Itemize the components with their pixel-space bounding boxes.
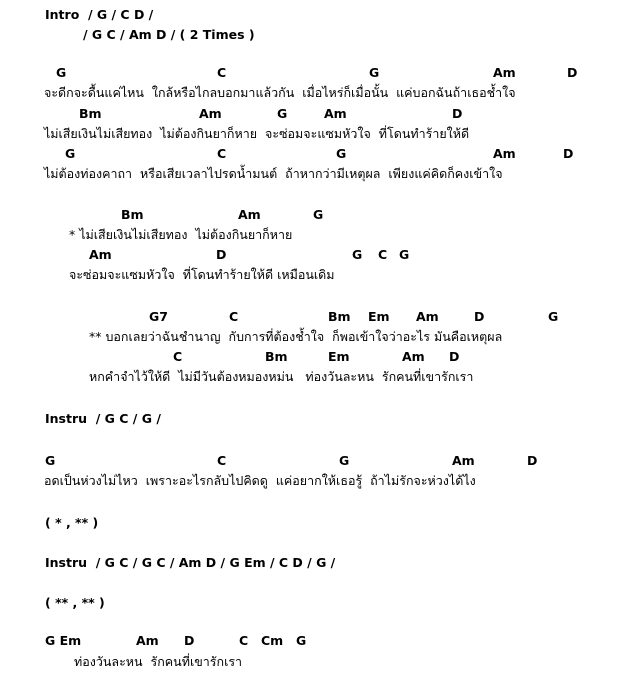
chord: G: [369, 65, 380, 80]
chord: Am: [402, 349, 425, 364]
intro-pattern: / G C / Am D / ( 2 Times ): [83, 27, 255, 42]
chord: C: [217, 146, 227, 161]
chord: C: [239, 633, 249, 648]
chord: Am: [89, 247, 112, 262]
lyric-line: หกคำจำไว้ให้ดี ไม่มีวันต้องหมองหม่น ท่องวันละหน รักคนที่เขารักเรา: [89, 369, 474, 384]
chord: Bm: [265, 349, 288, 364]
chord: Cm: [261, 633, 284, 648]
chord: G: [339, 453, 350, 468]
lyric-line: จะดีกจะดื้นแค่ไหน ใกล้หรือไกลบอกมาแล้วกัน เมื่อไหร่ก็เมื่อนั้น แค่บอกฉันถ้าเธอช้ำใจ: [44, 85, 516, 100]
chord: G Em: [45, 633, 82, 648]
chord: C: [229, 309, 239, 324]
chord: Am: [452, 453, 475, 468]
chord: Bm: [328, 309, 351, 324]
chord: G7: [149, 309, 168, 324]
chord: D: [216, 247, 227, 262]
chord: Am: [324, 106, 347, 121]
chord: Am: [238, 207, 261, 222]
chord: C: [217, 65, 227, 80]
chord: C: [173, 349, 183, 364]
chord: D: [474, 309, 485, 324]
repeat-marker: ( ** , ** ): [45, 595, 105, 610]
instrumental-line: Instru / G C / G C / Am D / G Em / C D / G /: [45, 555, 336, 570]
lyric-line: ท่องวันละหน รักคนที่เขารักเรา: [74, 654, 243, 669]
chord: G: [399, 247, 410, 262]
lyric-line: จะซ่อมจะแซมหัวใจ ที่โดนทำร้ายให้ดี เหมือนเดิม: [69, 267, 335, 282]
chord: Em: [328, 349, 350, 364]
chord: G: [45, 453, 56, 468]
repeat-marker: ( * , ** ): [45, 515, 99, 530]
chord: Am: [199, 106, 222, 121]
chord: G: [56, 65, 67, 80]
chord: Am: [493, 65, 516, 80]
chord: G: [313, 207, 324, 222]
chord: C: [378, 247, 388, 262]
lyric-line: อดเป็นห่วงไม่ไหว เพราะอะไรกลับไปคิดดู แค่อยากให้เธอรู้ ถ้าไม่รักจะห่วงได้ไง: [44, 473, 476, 488]
lyric-line: ** บอกเลยว่าฉันชำนาญ กับการที่ต้องช้ำใจ ก็พอเข้าใจว่าอะไร มันคือเหตุผล: [89, 329, 503, 344]
chord: G: [336, 146, 347, 161]
chord: G: [548, 309, 559, 324]
lyric-line: * ไม่เสียเงินไม่เสียทอง ไม่ต้องกินยาก็หาย: [69, 227, 293, 242]
lyric-line: ไม่เสียเงินไม่เสียทอง ไม่ต้องกินยาก็หาย จะซ่อมจะแซมหัวใจ ที่โดนทำร้ายให้ดี: [44, 126, 470, 141]
chord: D: [449, 349, 460, 364]
chord: D: [563, 146, 574, 161]
chord: D: [567, 65, 578, 80]
chord: Bm: [121, 207, 144, 222]
chord: D: [452, 106, 463, 121]
chord: Am: [416, 309, 439, 324]
chord: G: [352, 247, 363, 262]
chord: Em: [368, 309, 390, 324]
chord: Bm: [79, 106, 102, 121]
chord: Am: [136, 633, 159, 648]
chord: G: [296, 633, 307, 648]
chord: G: [277, 106, 288, 121]
chord: Am: [493, 146, 516, 161]
chord: G: [65, 146, 76, 161]
chord: C: [217, 453, 227, 468]
instrumental-line: Instru / G C / G /: [45, 411, 161, 426]
chord: D: [184, 633, 195, 648]
lyric-line: ไม่ต้องท่องคาถา หรือเสียเวลาไปรดน้ำมนต์ ถ้าหากว่ามีเหตุผล เพียงแค่คิดก็คงเข้าใจ: [44, 166, 503, 181]
chord: D: [527, 453, 538, 468]
intro-label: Intro / G / C D /: [45, 7, 154, 22]
